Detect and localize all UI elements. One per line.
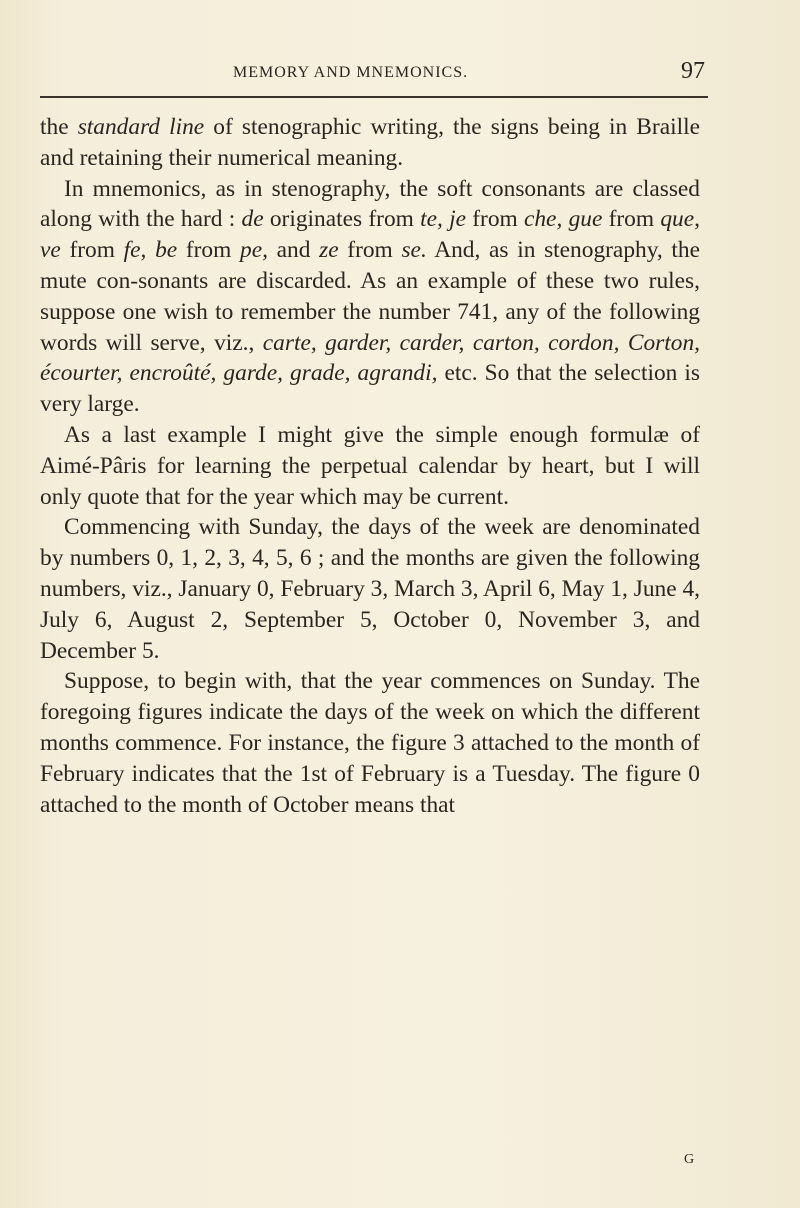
paragraph: [40, 112, 700, 174]
text-run: etc. So that the selection is very large.: [40, 360, 700, 418]
paragraph: [40, 420, 700, 512]
signature-mark: G: [684, 1152, 695, 1167]
text-run: the: [40, 114, 78, 140]
italic-run: standard line: [77, 114, 205, 140]
italic-run: gue: [568, 206, 603, 233]
italic-run: je: [449, 206, 466, 233]
paragraph: [40, 666, 700, 820]
text-run: In mnemonics, as in stenography, the soft consonants are classed along with the hard :: [40, 175, 700, 233]
text-run: from: [602, 206, 661, 233]
italic-run: te,: [420, 206, 443, 233]
text-run: Suppose, to begin with, that the year commences on Sunday. The foregoing figures indicate the days of the week on which the different months commence. For instance, the figure 3 attached to the month of February indicates that the 1st of February is a Tuesday. The figure 0 attached to the month of October means that: [40, 668, 700, 818]
italic-run: carte, garder, carder, carton, cordon, Corton, écourter, encroûté, garde, grade, agrandi,: [40, 329, 700, 387]
italic-run: de: [241, 206, 264, 233]
italic-run: che,: [523, 206, 563, 233]
italic-run: pe,: [240, 237, 268, 264]
text-run: from: [338, 237, 402, 264]
italic-run: ve: [40, 237, 61, 264]
text-run: from: [465, 206, 524, 233]
text-run: [146, 237, 155, 263]
paragraph: [40, 512, 700, 666]
paragraph: [40, 174, 700, 420]
text-run: As a last example I might give the simple enough formulæ of Aimé-Pâris for learning the perpetual calendar by heart, but I will only quote that for the year which may be current.: [40, 421, 700, 510]
italic-run: que,: [660, 206, 700, 233]
header-rule: [40, 96, 708, 98]
text-run: from: [177, 237, 240, 264]
body-text: [40, 112, 700, 820]
text-run: of stenographic writing, the signs being in Braille and retaining their numerical meaning.: [40, 114, 700, 171]
text-run: and: [267, 237, 320, 264]
italic-run: se.: [401, 237, 427, 264]
italic-run: ze: [319, 237, 339, 264]
text-run: from: [60, 237, 124, 264]
text-run: And, as in stenography, the mute con-sonants are discarded. As an example of these two rules, suppose one wish to remember the number 741, any of the following words will serve, viz.,: [40, 237, 700, 356]
text-run: originates from: [263, 206, 421, 233]
text-run: Commencing with Sunday, the days of the week are denominated by numbers 0, 1, 2, 3, 4, 5, 6 ; and the months are given the following numbers, viz., January 0, February 3, March 3, April 6, May 1, June 4, July 6, August 2, September 5, October 0, November 3, and December 5.: [40, 514, 701, 664]
page-number: 97: [681, 58, 705, 84]
running-head: MEMORY AND MNEMONICS.: [233, 64, 469, 81]
italic-run: be: [155, 237, 178, 264]
italic-run: fe,: [123, 237, 147, 264]
page-header: [233, 58, 713, 90]
